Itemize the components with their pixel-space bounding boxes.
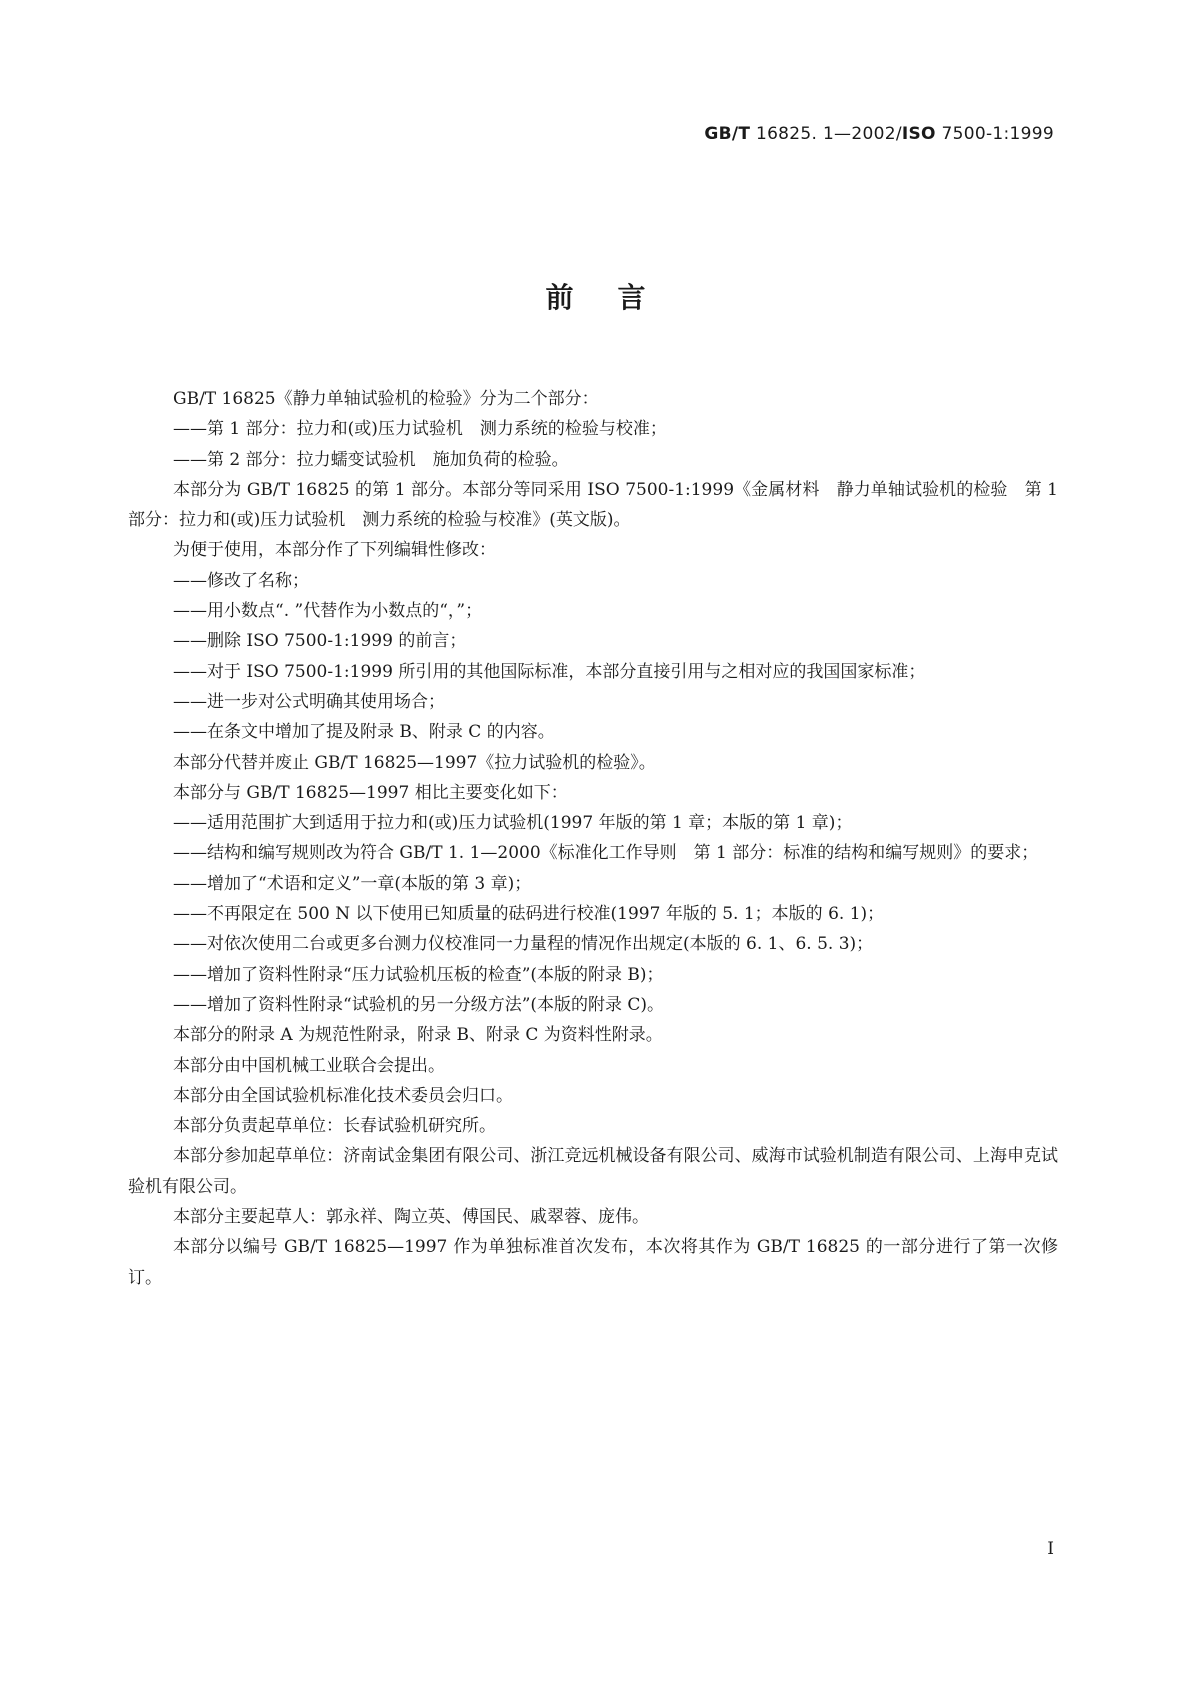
paragraph: 本部分为 GB/T 16825 的第 1 部分。本部分等同采用 ISO 7500-1:1999《金属材料 静力单轴试验机的检验 第 1 部分：拉力和(或)压力试验机 测力系统的检验与校准》(英文版)。 — [128, 479, 1058, 531]
list-item: ——适用范围扩大到适用于拉力和(或)压力试验机(1997 年版的第 1 章；本版的第 1 章)； — [173, 813, 853, 834]
paragraph: GB/T 16825《静力单轴试验机的检验》分为二个部分： — [173, 389, 599, 409]
paragraph: 本部分负责起草单位：长春试验机研究所。 — [173, 1116, 496, 1137]
std-prefix: GB/T — [704, 124, 751, 144]
list-item: ——用小数点“. ”代替作为小数点的“，”； — [173, 601, 483, 622]
iso-prefix: ISO — [901, 124, 936, 144]
list-item: ——第 2 部分：拉力蠕变试验机 施加负荷的检验。 — [173, 449, 569, 470]
paragraph: 本部分的附录 A 为规范性附录，附录 B、附录 C 为资料性附录。 — [173, 1025, 663, 1046]
list-item: ——结构和编写规则改为符合 GB/T 1. 1—2000《标准化工作导则 第 1 部分：标准的结构和编写规则》的要求； — [173, 843, 1039, 864]
paragraph: 本部分主要起草人：郭永祥、陶立英、傅国民、戚翠蓉、庞伟。 — [173, 1207, 649, 1228]
list-item: ——对于 ISO 7500-1:1999 所引用的其他国际标准，本部分直接引用与之相对应的我国国家标准； — [173, 661, 926, 682]
list-item: ——在条文中增加了提及附录 B、附录 C 的内容。 — [173, 722, 555, 743]
foreword-body — [128, 384, 1058, 1293]
paragraph: 本部分代替并废止 GB/T 16825—1997《拉力试验机的检验》。 — [173, 752, 656, 773]
paragraph: 本部分以编号 GB/T 16825—1997 作为单独标准首次发布，本次将其作为 GB/T 16825 的一部分进行了第一次修订。 — [128, 1237, 1058, 1288]
list-item: ——不再限定在 500 N 以下使用已知质量的砝码进行校准(1997 年版的 5. 1；本版的 6. 1)； — [173, 904, 885, 925]
paragraph: 本部分参加起草单位：济南试金集团有限公司、浙江竞远机械设备有限公司、威海市试验机制造有限公司、上海申克试验机有限公司。 — [128, 1146, 1058, 1197]
list-item: ——进一步对公式明确其使用场合； — [173, 691, 445, 712]
iso-num: 7500-1:1999 — [935, 124, 1054, 144]
page-number: I — [1047, 1539, 1054, 1559]
paragraph: 本部分由全国试验机标准化技术委员会归口。 — [173, 1085, 513, 1106]
std-num: 16825. 1—2002/ — [750, 124, 902, 144]
list-item: ——增加了“术语和定义”一章(本版的第 3 章)； — [173, 873, 532, 894]
list-item: ——增加了资料性附录“试验机的另一分级方法”(本版的附录 C)。 — [173, 994, 665, 1015]
list-item: ——对依次使用二台或更多台测力仪校准同一力量程的情况作出规定(本版的 6. 1、6. 5. 3)； — [173, 934, 874, 955]
list-item: ——修改了名称； — [173, 570, 309, 591]
list-item: ——删除 ISO 7500-1:1999 的前言； — [173, 631, 467, 652]
paragraph: 为便于使用，本部分作了下列编辑性修改： — [173, 540, 496, 561]
paragraph: 本部分由中国机械工业联合会提出。 — [173, 1055, 445, 1076]
paragraph: 本部分与 GB/T 16825—1997 相比主要变化如下： — [173, 782, 568, 803]
list-item: ——第 1 部分：拉力和(或)压力试验机 测力系统的检验与校准； — [173, 419, 667, 440]
page-title: 前言 — [545, 281, 690, 314]
standard-number — [704, 124, 1054, 144]
list-item: ——增加了资料性附录“压力试验机压板的检查”(本版的附录 B)； — [173, 964, 664, 985]
